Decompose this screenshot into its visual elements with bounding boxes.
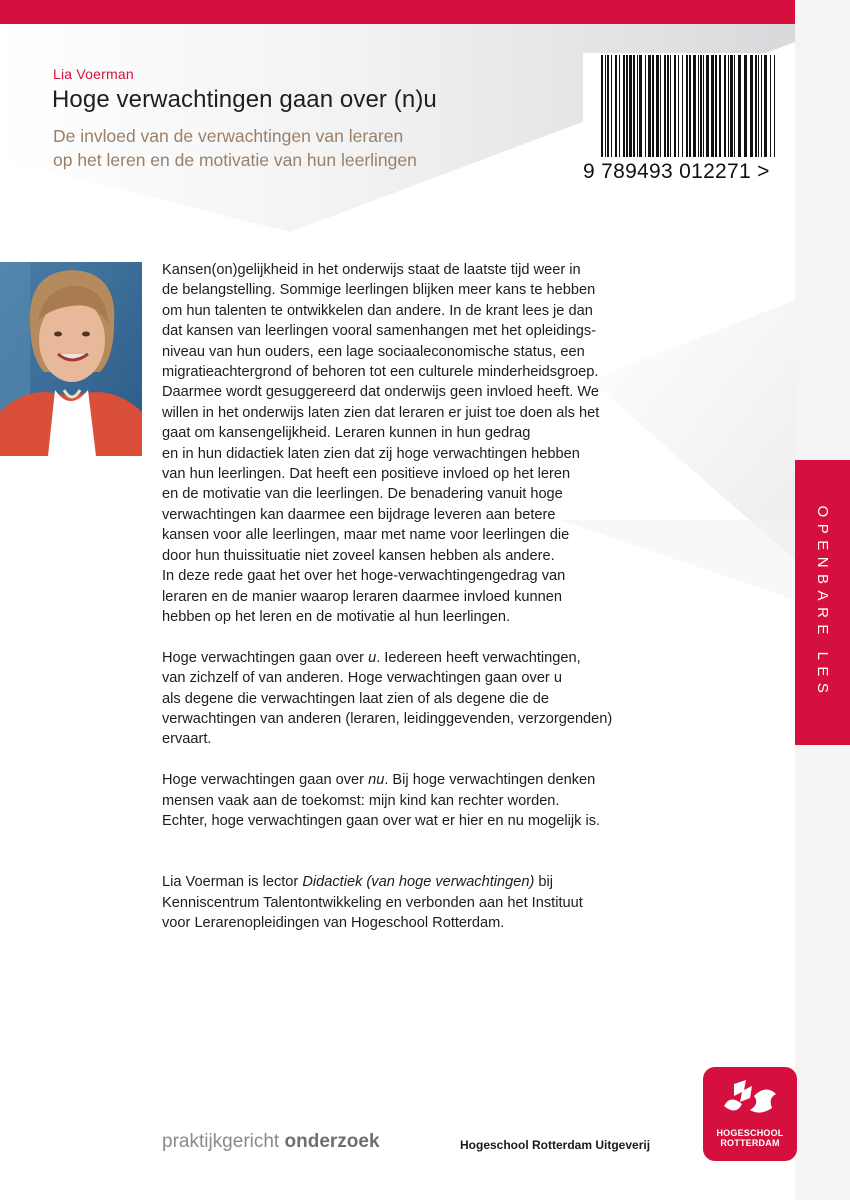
blurb-paragraph-3: Hoge verwachtingen gaan over nu. Bij hoge verwachtingen denken mensen vaak aan de toekomst: mijn kind kan rechter worden. Echter, hoge verwachtingen gaan over wat er hier en nu mogelijk is. — [162, 772, 601, 829]
logo-wordmark: HOGESCHOOL ROTTERDAM — [716, 1128, 784, 1148]
publisher-name: Hogeschool Rotterdam Uitgeverij — [460, 1138, 651, 1152]
series-side-tab — [795, 460, 850, 745]
isbn-barcode — [583, 53, 793, 190]
author-photo — [0, 262, 142, 456]
barcode — [583, 53, 793, 163]
blurb-paragraph-2: Hoge verwachtingen gaan over u. Iedereen heeft verwachtingen, van zichzelf of van anderen. Hoge verwachtingen gaan over u als degene die verwachtingen laat zien of als degene die de verwachtingen van anderen (leraren, leidinggevenden, verzorgenden) ervaart. — [162, 649, 613, 748]
top-red-bar — [0, 0, 795, 24]
hogeschool-logo-icon — [720, 1076, 780, 1126]
author-name: Lia Voerman — [53, 66, 134, 82]
isbn-number: 9 789493 012271 > — [583, 160, 770, 183]
hogeschool-logo — [703, 1067, 797, 1161]
author-bio: Lia Voerman is lector Didactiek (van hoge verwachtingen) bij Kenniscentrum Talentontwikkeling en verbonden aan het Instituut voor Lerarenopleidingen van Hogeschool Rotterdam. — [162, 874, 583, 931]
book-title: Hoge verwachtingen gaan over (n)u — [52, 86, 437, 113]
blurb-paragraph-1: Kansen(on)gelijkheid in het onderwijs staat de laatste tijd weer in de belangstelling. Sommige leerlingen blijken meer kans te hebben om hun talenten te ontwikkelen dan andere. In de krant lees je dan dat kansen van leerlingen vooral samenhangen met het opleidings- niveau van hun ouders, een lage sociaaleconomische status, een migratieachtergrond of behoren tot een culturele minderheidsgroep. Daarmee wordt gesuggereerd dat onderwijs geen invloed heeft. We willen in het onderwijs laten zien dat leraren er juist toe doen als het gaat om kansengelijkheid. Leraren kunnen in hun gedrag en in hun didactiek laten zien dat zij hoge verwachtingen hebben van hun leerlingen. Dat heeft een positieve invloed op het leren en de motivatie van die leerlingen. De benadering vanuit hoge verwachtingen kan daarmee een bijdrage leveren aan betere kansen voor alle leerlingen, maar met name voor leerlingen die door hun thuissituatie niet zoveel kansen hebben als andere. In deze rede gaat het over het hoge-verwachtingengedrag van leraren en de manier waarop leraren daarmee invloed kunnen hebben op het leren en de motivatie al hun leerlingen. — [162, 262, 600, 625]
side-tab-label: OPENBARE LES — [814, 505, 831, 700]
back-cover-blurb — [162, 260, 642, 933]
book-subtitle: De invloed van de verwachtingen van leraren op het leren en de motivatie van hun leerlingen — [53, 126, 417, 170]
series-name: praktijkgericht onderzoek — [162, 1131, 380, 1152]
